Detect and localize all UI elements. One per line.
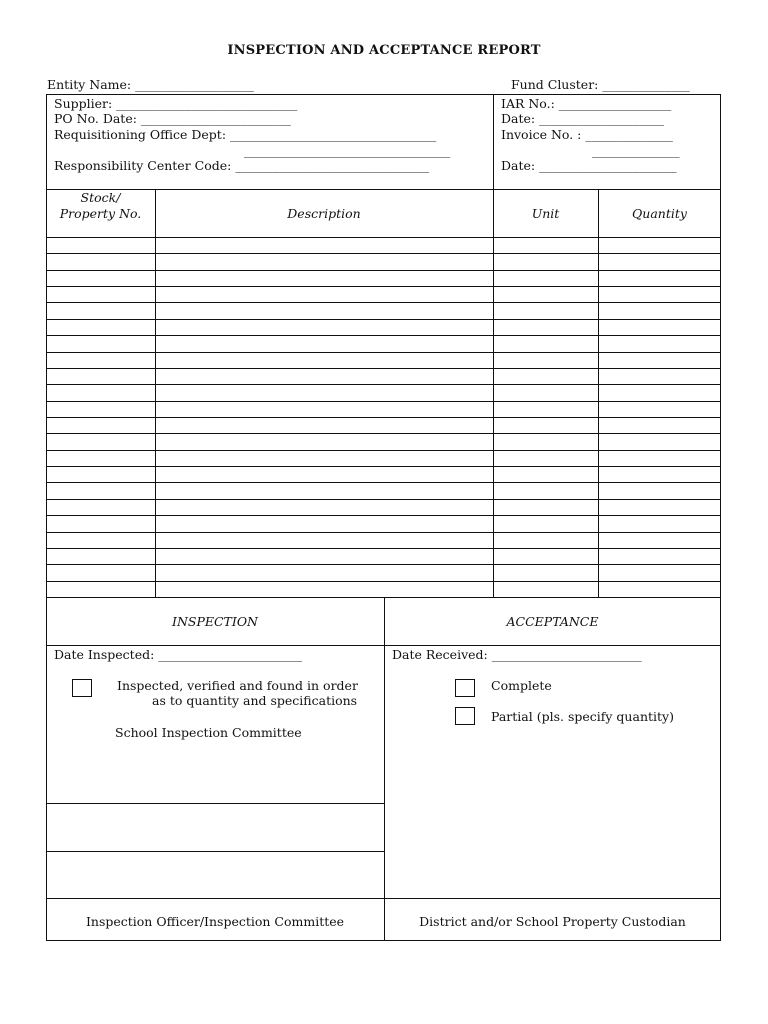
acceptance-title: ACCEPTANCE [506, 614, 599, 629]
complete-checkbox[interactable] [455, 679, 475, 697]
signatory-border [46, 898, 721, 899]
table-row[interactable] [46, 548, 721, 549]
responsibility-center-field[interactable]: Responsibility Center Code: _______________________________ [54, 158, 430, 173]
table-row[interactable] [46, 564, 721, 565]
table-row[interactable] [46, 384, 721, 385]
col-header-property-no: Property No. [59, 206, 142, 221]
acceptance-signatory: District and/or School Property Custodian [419, 914, 686, 929]
entity-name-field[interactable]: Entity Name: ___________________ [47, 77, 254, 92]
description-column-divider [155, 189, 156, 597]
iar-no-field[interactable]: IAR No.: __________________ [501, 96, 672, 111]
col-header-stock: Stock/ [80, 190, 121, 205]
table-row[interactable] [46, 482, 721, 483]
requisitioning-office-line2[interactable]: _________________________________ [244, 143, 451, 158]
invoice-date-field[interactable]: Date: ______________________ [501, 158, 677, 173]
table-row[interactable] [46, 466, 721, 467]
requisitioning-office-field[interactable]: Requisitioning Office Dept: _________________________________ [54, 127, 437, 142]
table-row[interactable] [46, 270, 721, 271]
inspected-checkbox[interactable] [72, 679, 92, 697]
table-row[interactable] [46, 532, 721, 533]
col-header-description: Description [287, 206, 361, 221]
table-row[interactable] [46, 581, 721, 582]
date-received-field[interactable]: Date Received: ________________________ [392, 647, 642, 662]
signature-line-1 [46, 803, 384, 804]
school-inspection-committee: School Inspection Committee [115, 725, 302, 740]
iar-date-field[interactable]: Date: ____________________ [501, 111, 665, 126]
inspection-signatory: Inspection Officer/Inspection Committee [85, 914, 345, 929]
supplier-field[interactable]: Supplier: _____________________________ [54, 96, 298, 111]
invoice-no-field[interactable]: Invoice No. : ______________ [501, 127, 673, 142]
section-header-border [46, 645, 721, 646]
fund-cluster-field[interactable]: Fund Cluster: ______________ [511, 77, 690, 92]
table-row[interactable] [46, 368, 721, 369]
table-row[interactable] [46, 499, 721, 500]
invoice-no-line2[interactable]: ______________ [592, 143, 680, 158]
table-row[interactable] [46, 237, 721, 238]
table-row[interactable] [46, 302, 721, 303]
table-row[interactable] [46, 335, 721, 336]
table-row[interactable] [46, 515, 721, 516]
inspection-acceptance-divider [384, 597, 385, 941]
inspected-label-line2: as to quantity and specifications [152, 693, 358, 708]
table-row[interactable] [46, 286, 721, 287]
table-row[interactable] [46, 401, 721, 402]
po-date-field[interactable]: PO No. Date: ________________________ [54, 111, 291, 126]
signature-line-2 [46, 851, 384, 852]
report-title: INSPECTION AND ACCEPTANCE REPORT [227, 43, 541, 58]
quantity-column-divider [598, 189, 599, 597]
table-row[interactable] [46, 352, 721, 353]
table-row[interactable] [46, 417, 721, 418]
inspected-label-line1: Inspected, verified and found in order [117, 678, 358, 693]
col-header-unit: Unit [531, 206, 560, 221]
col-header-quantity: Quantity [632, 206, 687, 221]
inspection-title: INSPECTION [172, 614, 258, 629]
partial-label: Partial (pls. specify quantity) [491, 709, 674, 724]
date-inspected-field[interactable]: Date Inspected: _______________________ [54, 647, 303, 662]
table-row[interactable] [46, 433, 721, 434]
unit-column-divider [493, 94, 494, 597]
table-row[interactable] [46, 253, 721, 254]
table-row[interactable] [46, 450, 721, 451]
table-row[interactable] [46, 319, 721, 320]
partial-checkbox[interactable] [455, 707, 475, 725]
complete-label: Complete [491, 678, 552, 693]
